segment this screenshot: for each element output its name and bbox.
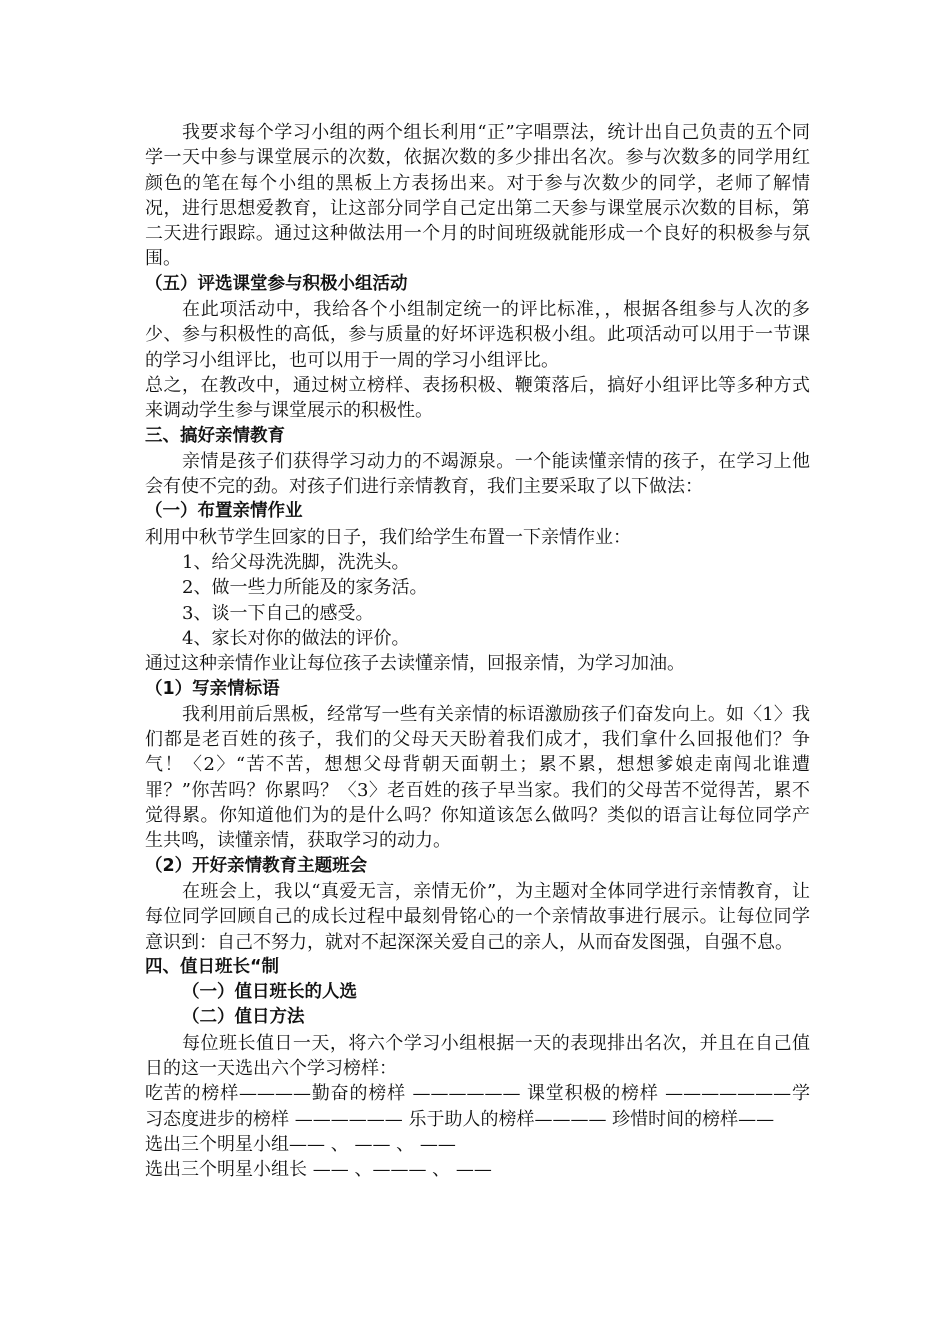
section-heading: （五）评选课堂参与积极小组活动 — [145, 273, 408, 294]
paragraph: 利用中秋节学生回家的日子，我们给学生布置一下亲情作业： — [145, 526, 631, 548]
paragraph: 每位班长值日一天，将六个学习小组根据一天的表现排出名次，并且在自己值日的这一天选出六个学习榜样： — [145, 1032, 810, 1079]
text-line: 选出三个明星小组长 —— 、——— 、 —— — [145, 1159, 492, 1181]
paragraph: 在班会上，我以“真爱无言，亲情无价”，为主题对全体同学进行亲情教育，让每位同学回顾自己的成长过程中最刻骨铭心的一个亲情故事进行展示。让每位同学意识到：自己不努力，就对不起深深关爱自己的亲人，从而奋发图强，自强不息。 — [145, 880, 810, 953]
section-heading: 四、值日班长“制 — [145, 956, 280, 977]
section-heading: （一）布置亲情作业 — [145, 501, 303, 522]
paragraph: 我要求每个学习小组的两个组长利用“正”字唱票法，统计出自己负责的五个同学一天中参与课堂展示的次数，依据次数的多少排出名次。参与次数多的同学用红颜色的笔在每个小组的黑板上方表扬出来。对于参与次数少的同学，老师了解情况，进行思想爱教育，让这部分同学自己定出第二天参与课堂展示次数的目标，第二天进行跟踪。通过这种做法用一个月的时间班级就能形成一个良好的积极参与氛围。 — [145, 122, 810, 270]
list-item: 1、给父母洗洗脚，洗洗头。 — [182, 552, 410, 574]
paragraph: 总之，在教改中，通过树立榜样、表扬积极、鞭策落后，搞好小组评比等多种方式来调动学生参与课堂展示的积极性。 — [145, 374, 810, 422]
subsection-heading: （二）值日方法 — [182, 1007, 305, 1028]
paragraph: 在此项活动中，我给各个小组制定统一的评比标准，，根据各组参与人次的多少、参与积极性的高低，参与质量的好坏评选积极小组。此项活动可以用于一节课的学习小组评比，也可以用于一周的学习小组评比。 — [145, 299, 810, 371]
document-page — [145, 120, 810, 1182]
text-line: 选出三个明星小组—— 、 —— 、 —— — [145, 1133, 456, 1155]
paragraph: 通过这种亲情作业让每位孩子去读懂亲情，回报亲情，为学习加油。 — [145, 653, 685, 675]
list-item: 4、家长对你的做法的评价。 — [182, 627, 410, 649]
paragraph: 亲情是孩子们获得学习动力的不竭源泉。一个能读懂亲情的孩子，在学习上他会有使不完的劲。对孩子们进行亲情教育，我们主要采取了以下做法： — [145, 450, 810, 498]
list-item: 3、谈一下自己的感受。 — [182, 602, 374, 624]
paragraph: 我利用前后黑板，经常写一些有关亲情的标语激励孩子们奋发向上。如〈1〉我们都是老百姓的孩子，我们的父母天天盼着我们成才，我们拿什么回报他们？争气！〈2〉“苦不苦，想想父母背朝天面朝土；累不累，想想爹娘走南闯北谁遭罪？”你苦吗？你累吗？〈3〉老百姓的孩子早当家。我们的父母苦不觉得苦，累不觉得累。你知道他们为的是什么吗？你知道该怎么做吗？类似的语言让每位同学产生共鸣，读懂亲情，获取学习的动力。 — [145, 703, 810, 852]
section-heading: （1）写亲情标语 — [145, 678, 280, 699]
list-item: 2、做一些力所能及的家务活。 — [182, 577, 428, 599]
subsection-heading: （一）值日班长的人选 — [182, 982, 357, 1003]
paragraph: 吃苦的榜样————勤奋的榜样 —————— 课堂积极的榜样 ———————学习态度进步的榜样 —————— 乐于助人的榜样———— 珍惜时间的榜样—— — [145, 1083, 810, 1130]
section-heading: （2）开好亲情教育主题班会 — [145, 855, 368, 876]
section-heading: 三、搞好亲情教育 — [145, 425, 285, 446]
